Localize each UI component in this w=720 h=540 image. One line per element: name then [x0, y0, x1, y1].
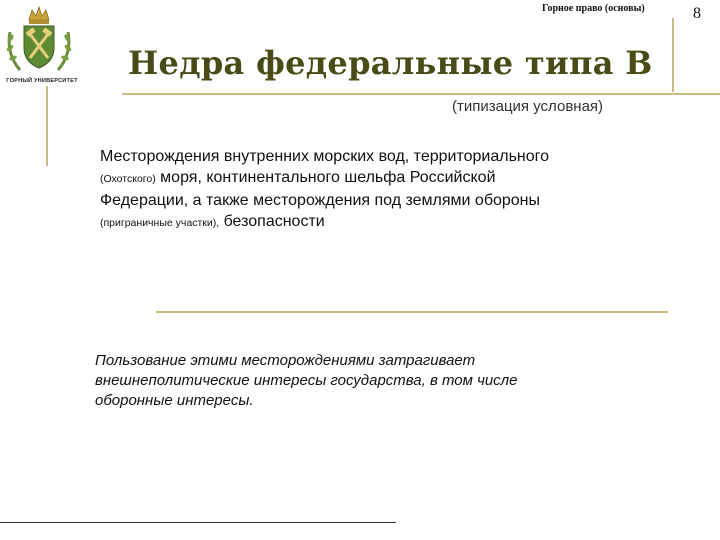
body-paragraph — [100, 146, 640, 234]
university-logo — [2, 2, 76, 88]
slide-number: 8 — [693, 5, 701, 22]
right-rule — [672, 18, 674, 92]
body-line — [100, 211, 640, 234]
body-text: моря, континентального шельфа Российской — [155, 169, 496, 186]
emblem-icon — [2, 2, 76, 78]
body-line — [100, 167, 640, 190]
body-small-text: (приграничные участки), — [100, 217, 220, 229]
note-line: Пользование этими месторождениями затрагивает — [95, 352, 476, 369]
body-text: безопасности — [219, 213, 325, 230]
title-rule — [122, 93, 720, 95]
slide-title: Недра федеральные типа В — [128, 44, 653, 82]
note-paragraph — [95, 351, 635, 411]
slide-subtitle: (типизация условная) — [452, 98, 604, 115]
course-header: Горное право (основы) — [542, 3, 645, 14]
note-line: оборонные интересы. — [95, 392, 254, 409]
body-small-text: (Охотского) — [100, 173, 156, 185]
body-line: Федерации, а также месторождения под землями обороны — [100, 192, 541, 209]
logo-caption: ГОРНЫЙ УНИВЕРСИТЕТ — [6, 78, 78, 84]
footer-rule — [0, 522, 396, 523]
note-line: внешнеполитические интересы государства, в том числе — [95, 372, 518, 389]
left-rule — [46, 86, 48, 166]
section-rule — [156, 311, 668, 313]
body-line: Месторождения внутренних морских вод, территориального — [100, 148, 550, 165]
